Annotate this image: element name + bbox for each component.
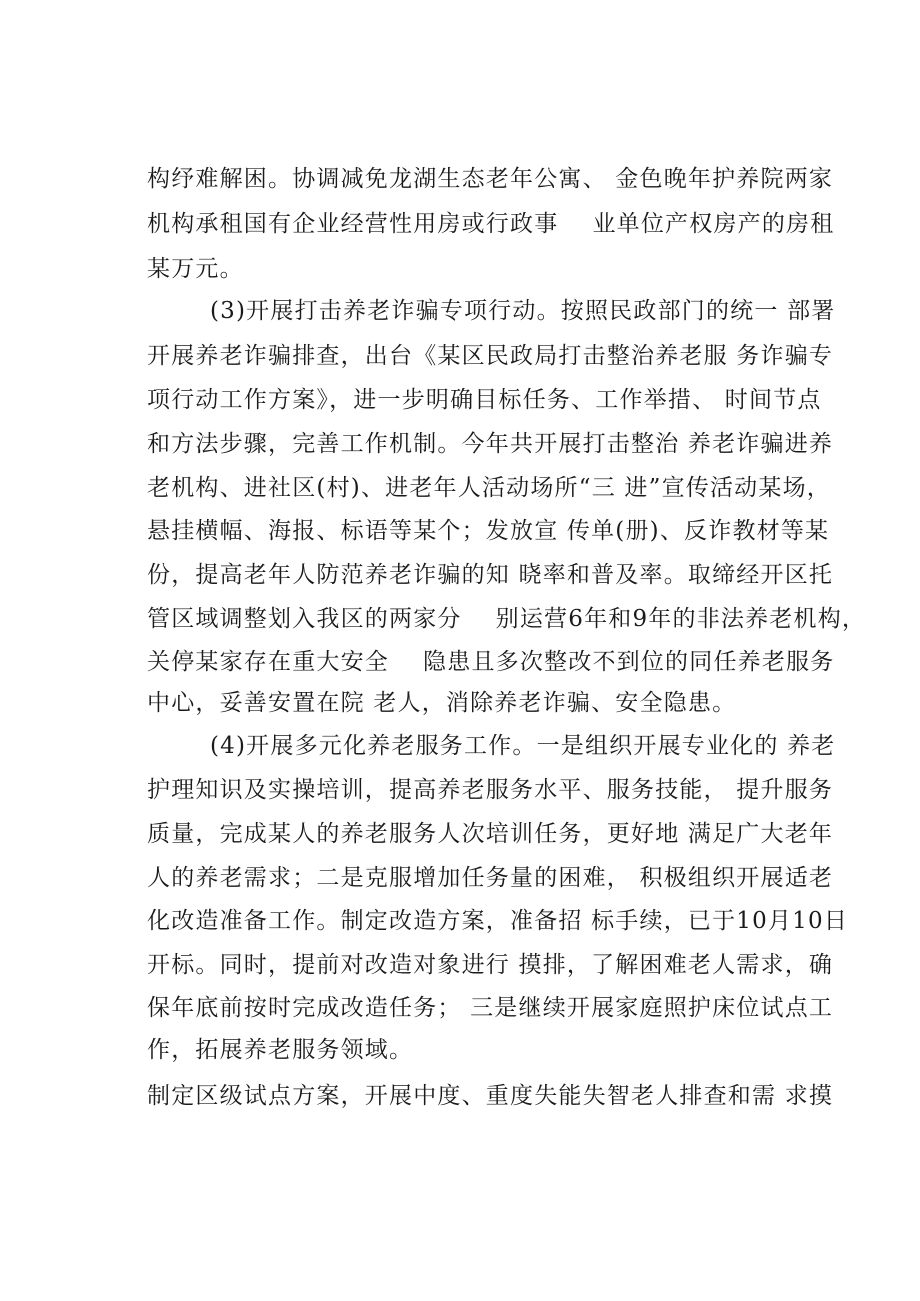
text-line: 项行动工作方案》，进一步明确目标任务、工作举措、 时间节点	[147, 387, 822, 413]
paragraph-start-line: (4)开展多元化养老服务工作。一是组织开展专业化的 养老	[210, 733, 836, 759]
text-line: 份，提高老年人防范养老诈骗的知 晓率和普及率。取缔经开区托	[147, 562, 834, 588]
text-line: 管区域调整划入我区的两家分 别运营6年和9年的非法养老机构，	[147, 606, 867, 632]
text-line: 护理知识及实操培训，提高养老服务水平、服务技能， 提升服务	[147, 777, 834, 803]
paragraph-start-line: (3)开展打击养老诈骗专项行动。按照民政部门的统一 部署	[210, 298, 836, 324]
text-line: 保年底前按时完成改造任务； 三是继续开展家庭照护床位试点工	[147, 995, 834, 1021]
text-line: 构纾难解困。协调减免龙湖生态老年公寓、 金色晚年护养院两家	[147, 166, 834, 192]
text-line: 机构承租国有企业经营性用房或行政事 业单位产权房产的房租	[147, 211, 835, 237]
text-line: 和方法步骤，完善工作机制。今年共开展打击整治 养老诈骗进养	[147, 431, 834, 457]
text-line: 开展养老诈骗排查，出台《某区民政局打击整治养老服 务诈骗专	[147, 343, 834, 369]
text-line: 化改造准备工作。制定改造方案，准备招 标手续，已于10月10日	[147, 908, 849, 934]
text-line: 老机构、进社区(村)、进老年人活动场所“三 进”宣传活动某场，	[147, 475, 831, 501]
text-line: 质量，完成某人的养老服务人次培训任务，更好地 满足广大老年	[147, 821, 834, 847]
text-line: 开标。同时，提前对改造对象进行 摸排，了解困难老人需求，确	[147, 952, 834, 978]
text-line: 人的养老需求；二是克服增加任务量的困难， 积极组织开展适老	[147, 865, 834, 891]
text-line: 悬挂横幅、海报、标语等某个；发放宣 传单(册)、反诈教材等某	[147, 518, 830, 544]
text-line: 作，拓展养老服务领域。	[147, 1037, 414, 1063]
text-line: 中心，妥善安置在院 老人，消除养老诈骗、安全隐患。	[147, 690, 737, 716]
text-line: 某万元。	[147, 256, 244, 282]
text-line: 关停某家存在重大安全 隐患且多次整改不到位的同任养老服务	[147, 649, 835, 675]
text-line: 制定区级试点方案，开展中度、重度失能失智老人排查和需 求摸	[147, 1083, 834, 1109]
